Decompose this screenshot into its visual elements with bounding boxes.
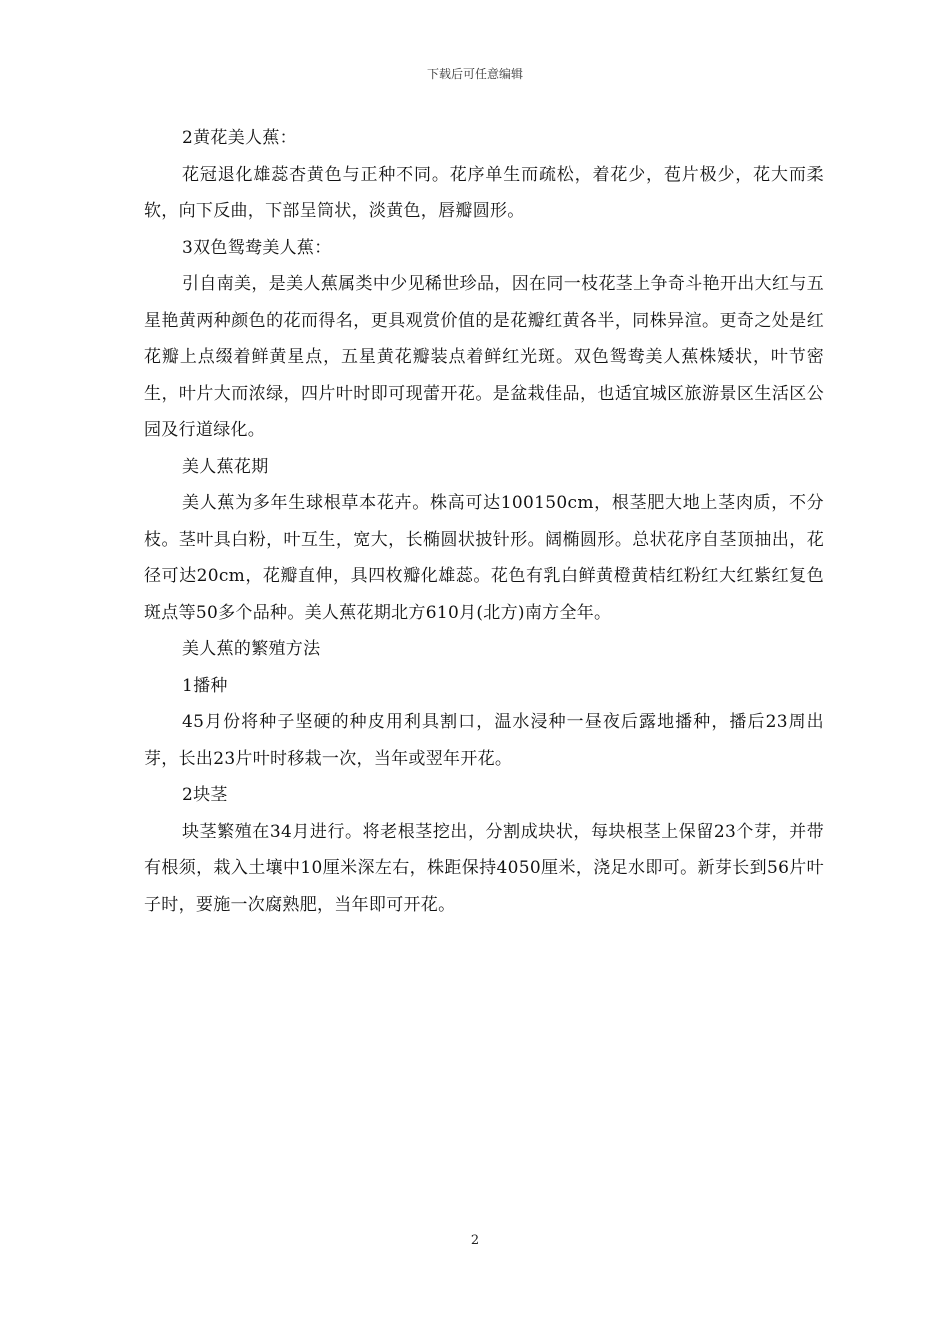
page-header: 下载后可任意编辑: [426, 67, 523, 81]
paragraph-flowering-period: 美人蕉为多年生球根草本花卉。株高可达100150cm，根茎肥大地上茎肉质，不分枝。茎叶具白粉，叶互生，宽大，长椭圆状披针形。阔椭圆形。总状花序自茎顶抽出，花径可达20cm，花瓣直伸，具四枚瓣化雄蕊。花色有乳白鲜黄橙黄桔红粉红大红紫红复色斑点等50多个品种。美人蕉花期北方610月(北方)南方全年。: [144, 493, 824, 623]
paragraph-yellow-canna: 花冠退化雄蕊杏黄色与正种不同。花序单生而疏松，着花少，苞片极少，花大而柔软，向下反曲，下部呈筒状，淡黄色，唇瓣圆形。: [144, 164, 824, 221]
paragraph-rhizome: 块茎繁殖在34月进行。将老根茎挖出，分割成块状，每块根茎上保留23个芽，并带有根须，栽入土壤中10厘米深左右，株距保持4050厘米，浇足水即可。新芽长到56片叶子时，要施一次腐熟肥，当年即可开花。: [144, 821, 824, 915]
subheading-sowing: 1播种: [182, 675, 228, 696]
page-number: 2: [470, 1233, 480, 1248]
subheading-rhizome: 2块茎: [182, 785, 228, 805]
heading-flowering-period: 美人蕉花期: [182, 456, 269, 477]
document-body: [144, 120, 824, 923]
subheading-bicolor-canna: 3双色鸳鸯美人蕉：: [182, 237, 332, 258]
paragraph-bicolor-canna: 引自南美，是美人蕉属类中少见稀世珍品，因在同一枝花茎上争奇斗艳开出大红与五星艳黄两种颜色的花而得名，更具观赏价值的是花瓣红黄各半，同株异渲。更奇之处是红花瓣上点缀着鲜黄星点，五星黄花瓣装点着鲜红光斑。双色鸳鸯美人蕉株矮状，叶节密生，叶片大而浓绿，四片叶时即可现蕾开花。是盆栽佳品，也适宜城区旅游景区生活区公园及行道绿化。: [144, 274, 824, 440]
heading-propagation: 美人蕉的繁殖方法: [182, 639, 321, 659]
subheading-yellow-canna: 2黄花美人蕉：: [182, 128, 297, 148]
paragraph-sowing: 45月份将种子坚硬的种皮用利具割口，温水浸种一昼夜后露地播种，播后23周出芽，长出23片叶时移栽一次，当年或翌年开花。: [144, 712, 824, 769]
